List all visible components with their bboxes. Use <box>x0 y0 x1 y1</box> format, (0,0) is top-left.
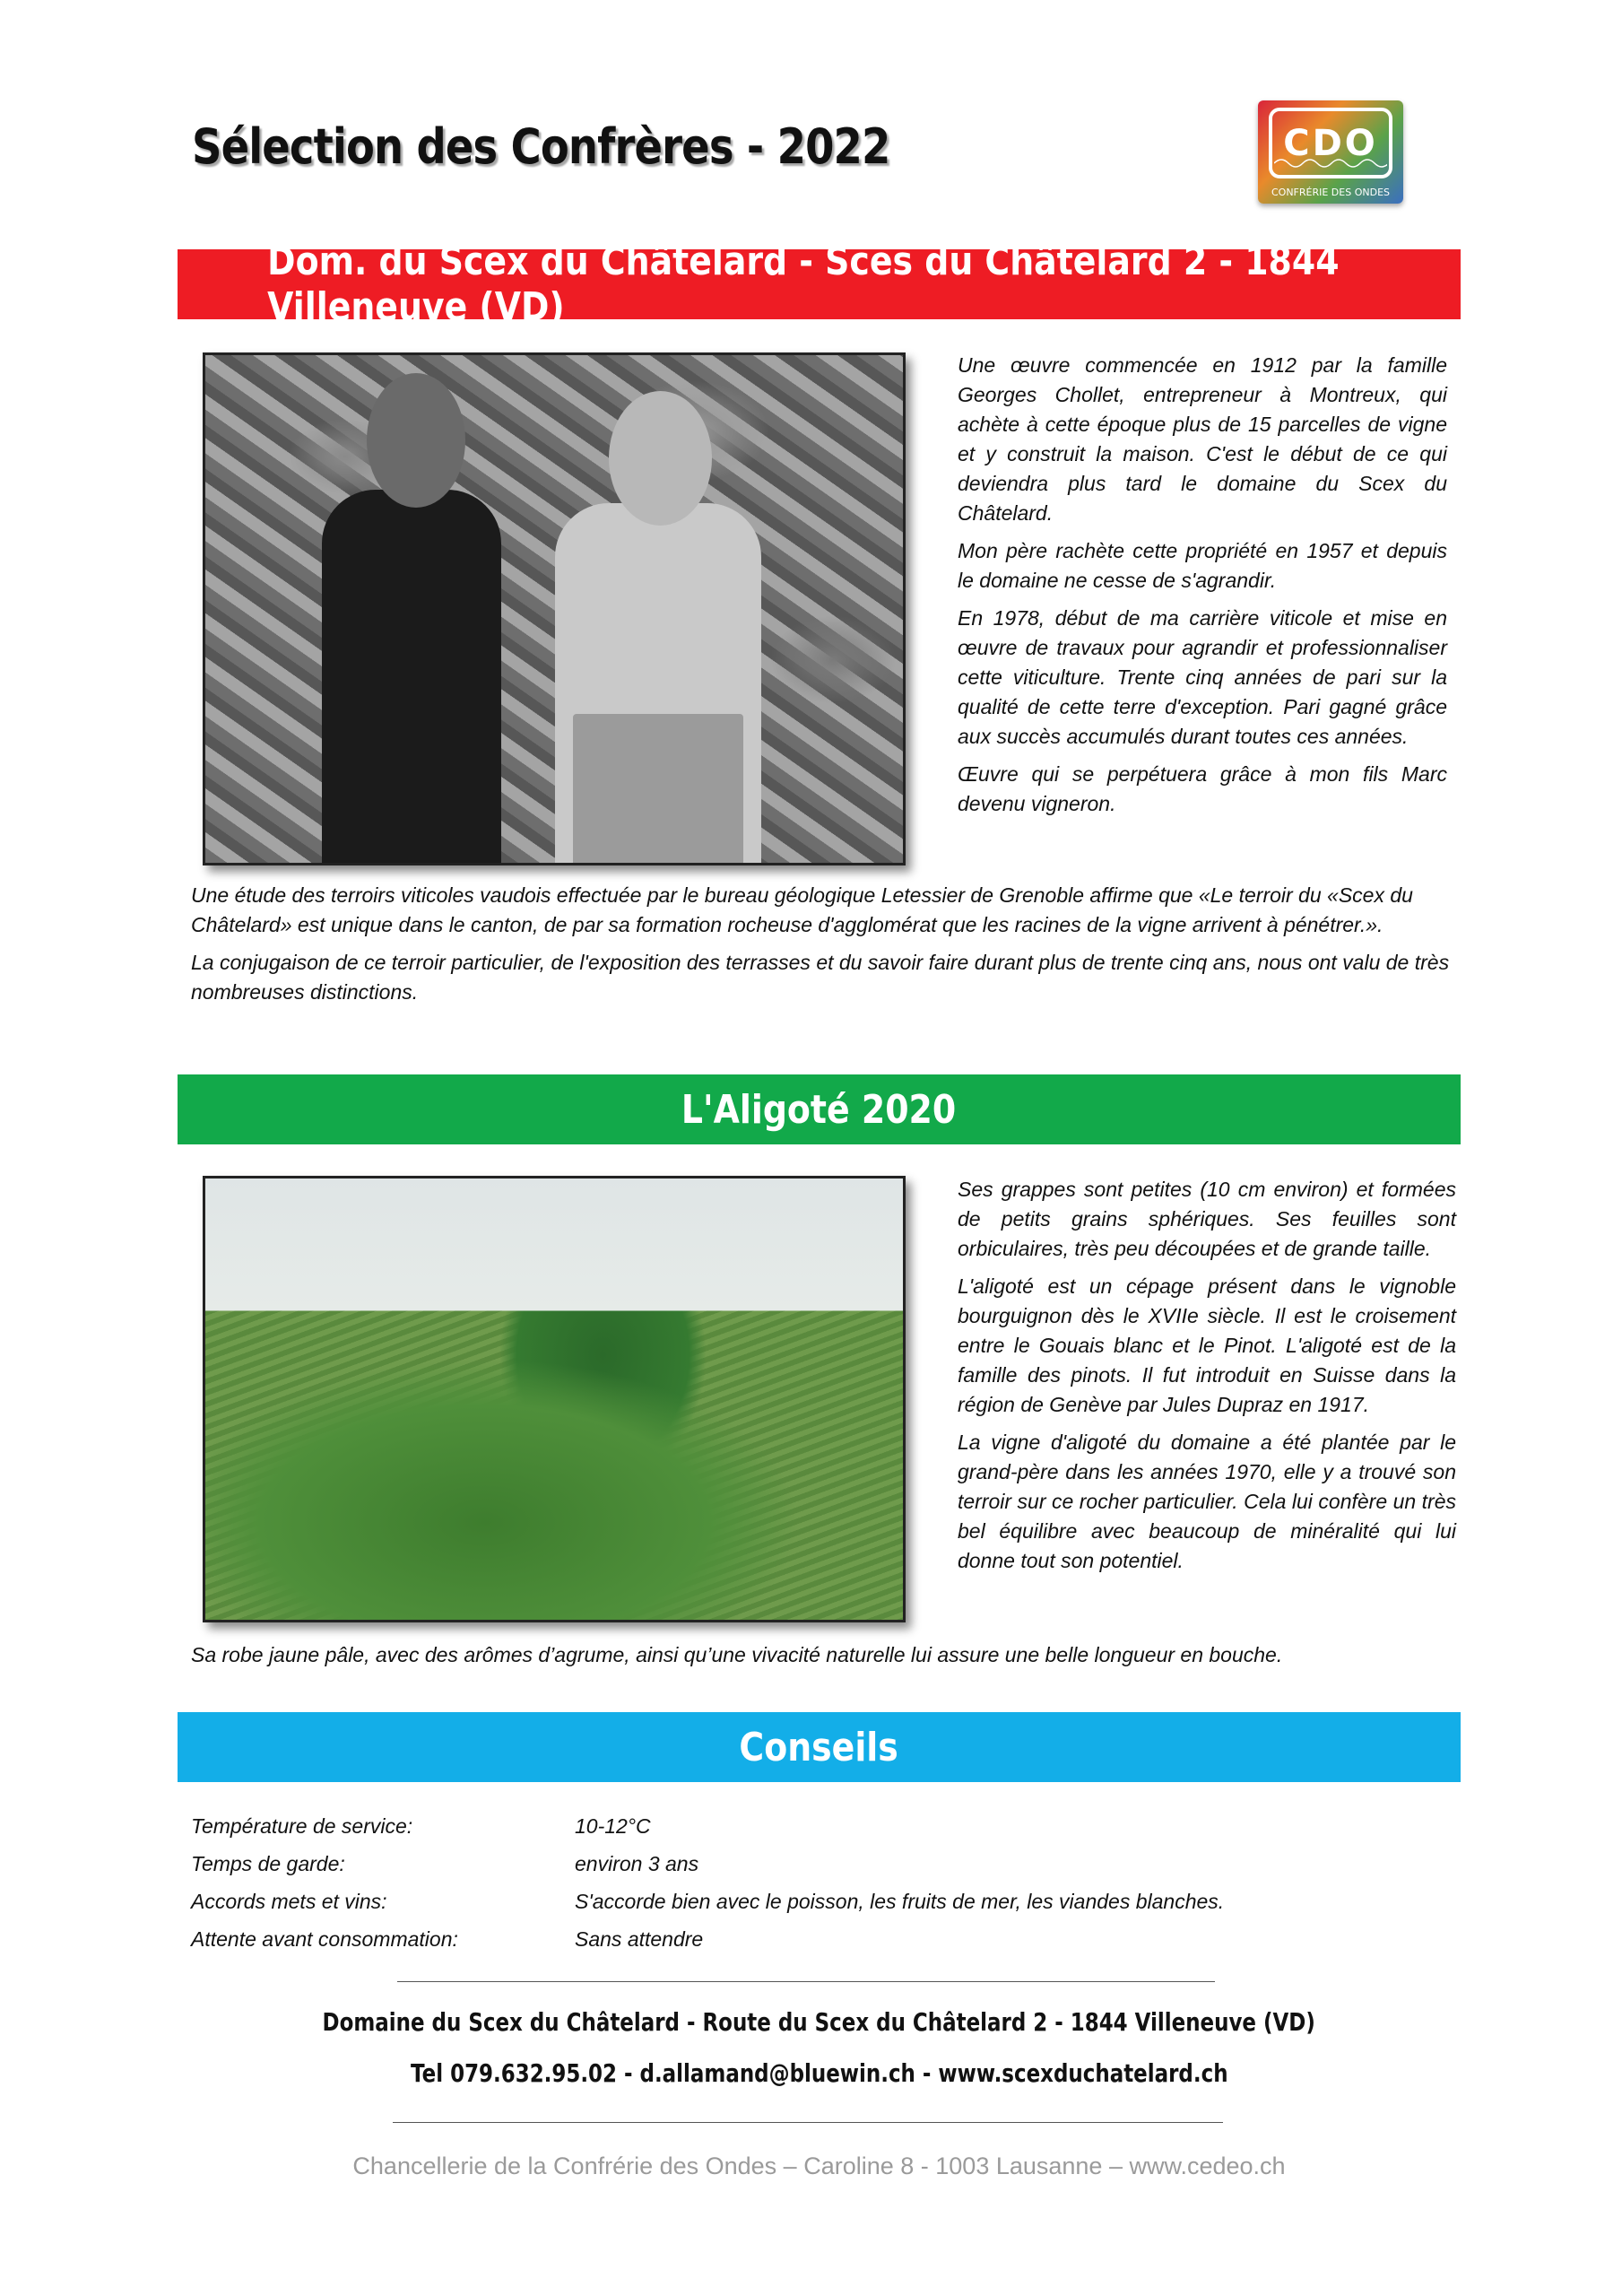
winemakers-photo <box>203 352 906 865</box>
terroir-text <box>191 881 1452 1015</box>
advice-row <box>191 1920 1446 1958</box>
wine-tasting-text <box>191 1640 1452 1678</box>
advice-table <box>191 1807 1446 1958</box>
history-paragraph: Mon père rachète cette propriété en 1957 et depuis le domaine ne cesse de s'agrandir. <box>958 539 1447 592</box>
advice-heading: Conseils <box>739 1724 899 1770</box>
advice-label: Température de service: <box>191 1813 413 1838</box>
logo-caption: CONFRÉRIE DES ONDES <box>1271 187 1390 198</box>
advice-value: S'accorde bien avec le poisson, les fruits de mer, les viandes blanches. <box>575 1889 1225 1913</box>
history-paragraph: En 1978, début de ma carrière viticole et mise en œuvre de travaux pour agrandir et professionnaliser cette viticulture. Trente cinq années de pari sur la qualité de cette terre d'exception. Pari gagné grâce aux succès accumulés durant toutes ces années. <box>958 606 1447 748</box>
tasting-paragraph: Sa robe jaune pâle, avec des arômes d’agrume, ainsi qu’une vivacité naturelle lui assure une belle longueur en bouche. <box>191 1643 1283 1666</box>
history-paragraph: Œuvre qui se perpétuera grâce à mon fils Marc devenu vigneron. <box>958 762 1447 815</box>
page-title: Sélection des Confrères - 2022 <box>192 118 890 175</box>
advice-row <box>191 1845 1446 1883</box>
advice-row <box>191 1883 1446 1920</box>
person-son-head <box>367 373 465 508</box>
person-father-head <box>609 391 712 526</box>
advice-label: Attente avant consommation: <box>191 1926 458 1951</box>
wine-paragraph: L'aligoté est un cépage présent dans le vignoble bourguignon dès le XVIIe siècle. Il est le croisement entre le Gouais blanc et le Pinot. L'aligoté est de la famille des pinots. Il fut introduit en Suisse dans la région de Genève par Jules Dupraz en 1917. <box>958 1274 1456 1416</box>
history-paragraph: Une œuvre commencée en 1912 par la famille Georges Chollet, entrepreneur à Montreux, qui achète à cette époque plus de 15 parcelles de vigne et y construit la maison. C'est le début de ce qui deviendra plus tard le domaine du Scex du Châtelard. <box>958 353 1447 525</box>
wine-heading: L'Aligoté 2020 <box>681 1086 957 1133</box>
contact-address <box>178 2007 1461 2037</box>
domain-heading-bar <box>178 239 1461 330</box>
vineyard-photo <box>203 1176 906 1622</box>
person-son <box>322 490 501 865</box>
advice-value: environ 3 ans <box>575 1851 699 1875</box>
wine-description-text <box>958 1175 1456 1584</box>
wave-icon <box>1274 156 1387 170</box>
advice-row <box>191 1807 1446 1845</box>
terroir-paragraph: La conjugaison de ce terroir particulier, de l'exposition des terrasses et du savoir faire durant plus de trente cinq ans, nous ont valu de très nombreuses distinctions. <box>191 951 1450 1004</box>
wine-heading-bar <box>178 1074 1461 1144</box>
wine-paragraph: Ses grappes sont petites (10 cm environ) et formées de petits grains sphériques. Ses feuilles sont orbiculaires, très peu découpées et de grande taille. <box>958 1178 1456 1260</box>
advice-value: Sans attendre <box>575 1926 704 1951</box>
advice-label: Accords mets et vins: <box>191 1889 387 1913</box>
footer-text: Chancellerie de la Confrérie des Ondes – Caroline 8 - 1003 Lausanne – www.cedeo.ch <box>352 2152 1286 2179</box>
wine-paragraph: La vigne d'aligoté du domaine a été plantée par le grand-père dans les années 1970, elle y a trouvé son terroir sur ce rocher particulier. Cela lui confère un très bel équilibre avec beaucoup de minéralité qui lui donne tout son potentiel. <box>958 1431 1456 1572</box>
advice-value: 10-12°C <box>575 1813 651 1838</box>
cdo-logo <box>1258 100 1403 204</box>
person-father-jeans <box>573 714 743 865</box>
divider-line <box>393 2122 1223 2123</box>
contact-address-text: Domaine du Scex du Châtelard - Route du Scex du Châtelard 2 - 1844 Villeneuve (VD) <box>322 2007 1316 2037</box>
terroir-paragraph: Une étude des terroirs viticoles vaudois effectuée par le bureau géologique Letessier de Grenoble affirme que «Le terroir du «Scex du Châtelard» est unique dans le canton, de par sa formation rocheuse d'agglomérat que les racines de la vigne arrivent à pénétrer.». <box>191 883 1413 936</box>
contact-details <box>178 2058 1461 2088</box>
divider-line <box>397 1981 1215 1982</box>
contact-details-text[interactable]: Tel 079.632.95.02 - d.allamand@bluewin.ch - www.scexduchatelard.ch <box>410 2058 1228 2088</box>
domain-history-text <box>958 351 1447 827</box>
domain-heading: Dom. du Scex du Châtelard - Sces du Châtelard 2 - 1844 Villeneuve (VD) <box>267 239 1340 330</box>
advice-heading-bar <box>178 1712 1461 1782</box>
logo-text: CDO <box>1283 122 1378 164</box>
advice-label: Temps de garde: <box>191 1851 345 1875</box>
